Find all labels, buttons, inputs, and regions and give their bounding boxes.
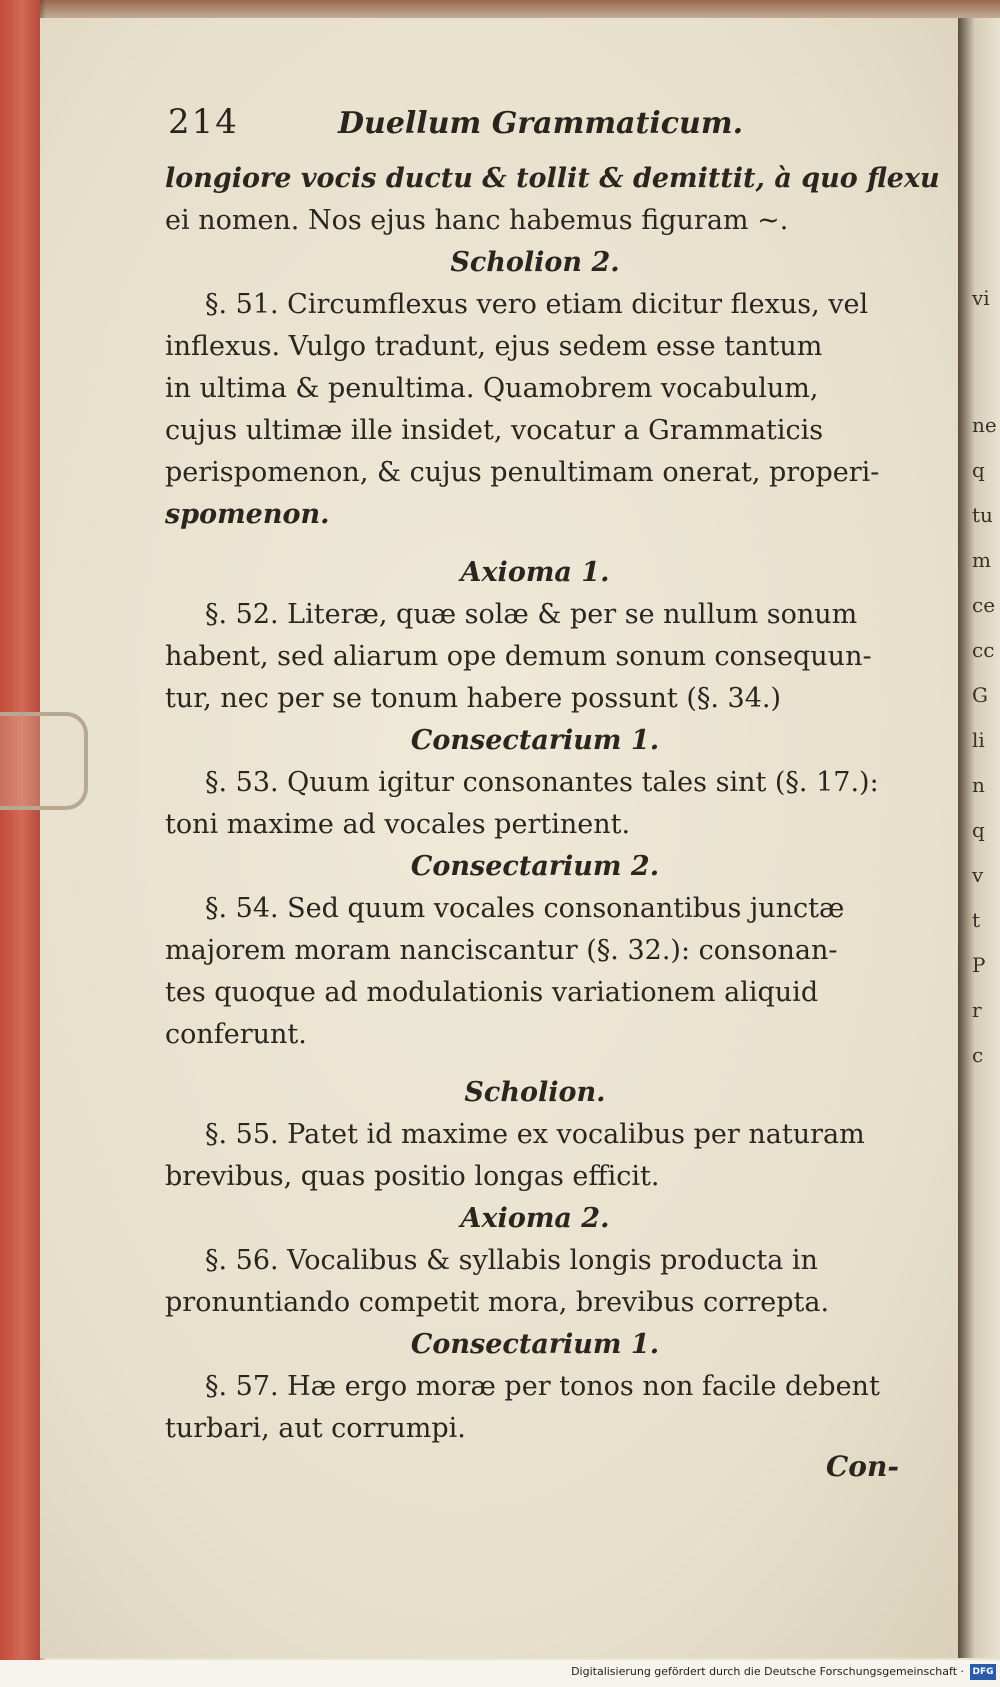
text-line: toni maxime ad vocales pertinent.	[165, 809, 631, 840]
facing-page-fragment: tu	[972, 503, 993, 527]
section-heading: Axioma 2.	[460, 1203, 610, 1234]
footer-bar	[0, 1660, 1000, 1687]
text-line: majorem moram nanciscantur (§. 32.): consonan-	[165, 935, 838, 966]
facing-page-fragment: P	[972, 953, 986, 977]
text-line: conferunt.	[165, 1019, 307, 1050]
facing-page-fragment: q	[972, 818, 985, 842]
text-line: pronuntiando competit mora, brevibus correpta.	[165, 1287, 830, 1318]
facing-page-fragment: q	[972, 458, 985, 482]
text-line: tes quoque ad modulationis variationem aliquid	[165, 977, 819, 1008]
running-title: Duellum Grammaticum.	[338, 106, 744, 141]
text-line: tur, nec per se tonum habere possunt (§. 34.)	[165, 683, 782, 714]
text-line: turbari, aut corrumpi.	[165, 1413, 466, 1444]
text-line: spomenon.	[165, 499, 330, 530]
facing-page-fragment: n	[972, 773, 985, 797]
text-line: cujus ultimæ ille insidet, vocatur a Grammaticis	[165, 415, 824, 446]
text-line: §. 56. Vocalibus & syllabis longis producta in	[205, 1245, 818, 1276]
text-line: brevibus, quas positio longas efficit.	[165, 1161, 660, 1192]
text-line: perispomenon, & cujus penultimam onerat, properi-	[165, 457, 880, 488]
catchword: Con-	[826, 1450, 899, 1483]
facing-page-fragment: vi	[972, 286, 990, 310]
facing-page-fragment: m	[972, 548, 991, 572]
text-line: §. 52. Literæ, quæ solæ & per se nullum sonum	[205, 599, 858, 630]
text-line: §. 51. Circumflexus vero etiam dicitur flexus, vel	[205, 289, 869, 320]
facing-page-fragment: li	[972, 728, 985, 752]
book-page-edge	[0, 0, 40, 1660]
page-number: 214	[168, 102, 239, 142]
page-tab-clip	[0, 712, 88, 810]
text-line: §. 55. Patet id maxime ex vocalibus per naturam	[205, 1119, 865, 1150]
funding-credit: Digitalisierung gefördert durch die Deutsche Forschungsgemeinschaft ·	[571, 1665, 964, 1678]
facing-page-fragment: c	[972, 1043, 984, 1067]
facing-page-fragment: t	[972, 908, 981, 932]
text-line: §. 53. Quum igitur consonantes tales sint (§. 17.):	[205, 767, 879, 798]
text-line: inflexus. Vulgo tradunt, ejus sedem esse tantum	[165, 331, 823, 362]
text-line: ei nomen. Nos ejus hanc habemus figuram ~.	[165, 205, 789, 236]
facing-page-fragment: r	[972, 998, 982, 1022]
facing-page-fragment: cc	[972, 638, 995, 662]
section-heading: Consectarium 2.	[410, 851, 660, 882]
page-header	[168, 102, 928, 152]
facing-page-fragment: ce	[972, 593, 996, 617]
section-heading: Consectarium 1.	[410, 1329, 660, 1360]
text-line: §. 57. Hæ ergo moræ per tonos non facile debent	[205, 1371, 880, 1402]
text-line: in ultima & penultima. Quamobrem vocabulum,	[165, 373, 819, 404]
text-line: §. 54. Sed quum vocales consonantibus junctæ	[205, 893, 845, 924]
facing-page-edge	[958, 18, 1000, 1658]
facing-page-fragment: ne	[972, 413, 997, 437]
section-heading: Consectarium 1.	[410, 725, 660, 756]
section-heading: Scholion 2.	[450, 247, 620, 278]
page-text	[165, 158, 940, 1450]
facing-page-fragment: G	[972, 683, 988, 707]
dfg-logo: DFG	[970, 1664, 996, 1680]
section-heading: Scholion.	[464, 1077, 606, 1108]
section-heading: Axioma 1.	[460, 557, 610, 588]
text-line: longiore vocis ductu & tollit & demittit, à quo flexu	[165, 163, 940, 194]
text-line: habent, sed aliarum ope demum sonum consequun-	[165, 641, 872, 672]
facing-page-fragment: v	[972, 863, 984, 887]
